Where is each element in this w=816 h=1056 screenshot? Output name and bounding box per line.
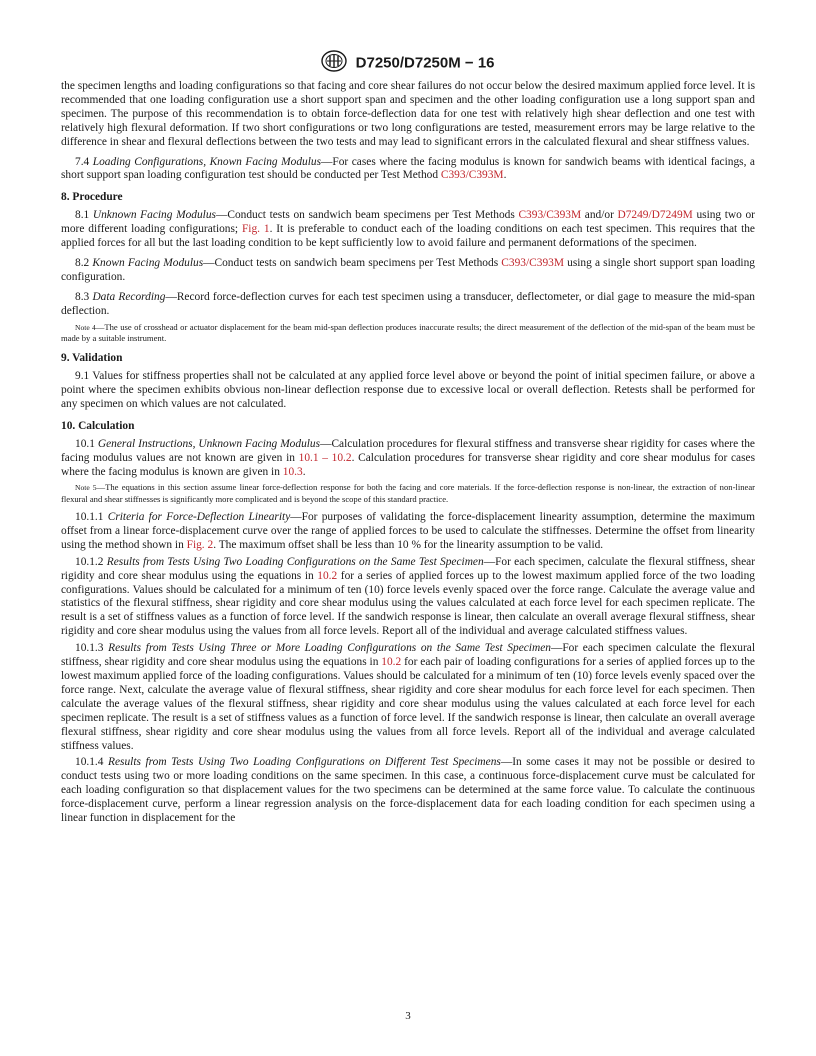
paragraph-8-1: 8.1 Unknown Facing Modulus—Conduct tests on sandwich beam specimens per Test Methods C393/C393M and/or D7249/D7249M using two or more different loading configurations; Fig. 1. It is preferable to conduct each of the loading conditions on each test specimen. This requires that the applied forces for all but the last loading condition to be kept sufficiently low to avoid failure and permanent deformations of the specimen. xyxy=(61,209,755,250)
reference-link[interactable]: 10.1 – 10.2 xyxy=(298,451,352,464)
reference-link[interactable]: 10.2 xyxy=(317,569,338,582)
paragraph-title: Unknown Facing Modulus xyxy=(92,209,216,222)
note-5: Note 5—The equations in this section assume linear force-deflection response for both the facing and core materials. If the force-deflection response is non-linear, the extraction of non-linear flexural and shear stiffnesses is significantly more complicated and is beyond the scope of this standard practice. xyxy=(61,482,755,505)
note-4: Note 4—The use of crosshead or actuator displacement for the beam mid-span deflection produces inaccurate results; the direct measurement of the deflection of the mid-span of the beam must be made by a suitable instrument. xyxy=(61,321,755,344)
document-title: D7250/D7250M − 16 xyxy=(355,54,495,72)
reference-link[interactable]: D7249/D7249M xyxy=(617,209,693,222)
paragraph-10-1-2: 10.1.2 Results from Tests Using Two Loading Configurations on the Same Test Specimen—For each specimen, calculate the flexural stiffness, shear rigidity and core shear modulus using the equations in 10.2 for a series of applied forces up to the lowest maximum applied force of the two loading configurations. Values should be calculated for a minimum of ten (10) force levels evenly spaced over the force range. Calculate the average value and statistics of the flexural stiffness, shear rigidity and core shear modulus using the values calculated at each force level for each specimen replicate. The result is a set of stiffness values as a function of force level. If the sandwich response is linear, then calculate an overall average flexural stiffness, shear rigidity and core shear modulus using the values from all force levels. Report all of the individual and average calculated stiffness values. xyxy=(61,555,755,638)
reference-link[interactable]: C393/C393M xyxy=(501,256,564,269)
paragraph-title: Loading Configurations, Known Facing Modulus xyxy=(92,155,321,168)
section-heading: 10. Calculation xyxy=(61,419,135,432)
figure-link[interactable]: Fig. 1 xyxy=(241,223,270,236)
page-header xyxy=(0,50,816,76)
paragraph-10-1-4: 10.1.4 Results from Tests Using Two Loading Configurations on Different Test Specimens—In some cases it may not be possible or desired to conduct tests using two or more loading conditions on the same specimen. In this case, a continuous force-displacement curve must be calculated for each loading configuration so that displacement values for the two specimens can be determined at the same force value. To calculate the continuous force-displacement curve, perform a linear regression analysis on the force-displacement data for each loading condition for each specimen using a linear function in displacement for the xyxy=(61,756,755,825)
paragraph-10-1-1: 10.1.1 Criteria for Force-Deflection Linearity—For purposes of validating the force-displacement linearity assumption, determine the maximum offset from a linear force-displacement curve over the range of applied forces to be used to calculate the stiffnesses. Determine the offset from linearity using the method shown in Fig. 2. The maximum offset shall be less than 10 % for the linearity assumption to be valid. xyxy=(61,511,755,551)
paragraph-8-2: 8.2 Known Facing Modulus—Conduct tests on sandwich beam specimens per Test Methods C393/C393M using a single short support span loading configuration. xyxy=(61,256,755,283)
paragraph-title: Known Facing Modulus xyxy=(92,256,204,269)
paragraph-7-4: 7.4 Loading Configurations, Known Facing Modulus—For cases where the facing modulus is known for sandwich beams with identical facings, a short support span loading configuration test should be conducted per Test Method C393/C393M. xyxy=(61,155,755,182)
reference-link[interactable]: C393/C393M xyxy=(518,209,582,222)
reference-link[interactable]: 10.2 xyxy=(381,656,402,669)
reference-link[interactable]: 10.3 xyxy=(282,465,303,478)
note-label: Note 4 xyxy=(75,322,96,332)
figure-link[interactable]: Fig. 2 xyxy=(186,538,214,551)
paragraph-title: Results from Tests Using Three or More Loading Configurations on the Same Test Specimen xyxy=(108,642,551,655)
paragraph-title: Results from Tests Using Two Loading Configurations on Different Test Specimens xyxy=(108,756,501,769)
paragraph-9-1: 9.1 Values for stiffness properties shall not be calculated at any applied force level above or beyond the point of initial specimen failure, or above a point where the specimen exhibits obvious non-linear deflection response due to excessive local or overall deflection. Retests shall be performed for any specimen on which values are not calculated. xyxy=(61,370,755,410)
astm-logo-icon xyxy=(321,50,347,76)
paragraph-title: General Instructions, Unknown Facing Modulus xyxy=(97,437,321,450)
section-heading: 9. Validation xyxy=(61,352,123,365)
document-body xyxy=(61,80,755,829)
note-label: Note 5 xyxy=(75,483,97,493)
section-heading: 8. Procedure xyxy=(61,191,123,204)
page-number: 3 xyxy=(405,1010,411,1022)
paragraph-8-3: 8.3 Data Recording—Record force-deflection curves for each test specimen using a transducer, deflectometer, or dial gage to measure the mid-span deflection. xyxy=(61,290,755,317)
paragraph-title: Data Recording xyxy=(92,290,166,303)
paragraph-10-1-3: 10.1.3 Results from Tests Using Three or More Loading Configurations on the Same Test Specimen—For each specimen calculate the flexural stiffness, shear rigidity and core shear modulus using the equations in 10.2 for each pair of loading configurations for a series of applied forces up to the lowest maximum applied force of the loading configurations. Values should be calculated for a minimum of ten (10) force levels evenly spaced over the force range. Next, calculate the average value of flexural stiffness, shear rigidity and core shear modulus for each force level for each specimen. Then calculate the average values of the flexural stiffness, shear rigidity and core shear modulus using the values calculated at each force level for each specimen replicate. The result is a set of stiffness values as a function of force level. If the sandwich response is linear, then calculate an overall average flexural stiffness, shear rigidity and core shear modulus using the values from all force levels. Report all of the individual and average calculated stiffness values. xyxy=(61,642,755,752)
paragraph-title: Criteria for Force-Deflection Linearity xyxy=(107,511,291,524)
section-7-continued: the specimen lengths and loading configurations so that facing and core shear failures do not occur below the desired maximum applied force level. It is recommended that one loading configuration use a short support span and specimen and the other loading configuration use a long support span and specimen. The purpose of this recommendation is to obtain force-deflection data for one test with relatively high shear deflection and one test with relatively high flexural deformation. If two short configurations or two long configurations are tested, measurement errors may be large relative to the difference in shear and flexural deflections between the two tests and may lead to significant errors in the calculated flexural and shear stiffness values. xyxy=(61,80,755,148)
paragraph-title: Results from Tests Using Two Loading Configurations on the Same Test Specimen xyxy=(106,555,484,568)
paragraph-10-1: 10.1 General Instructions, Unknown Facing Modulus—Calculation procedures for flexural stiffness and transverse shear rigidity for cases where the facing modulus values are not known are given in 10.1 – 10.2. Calculation procedures for transverse shear rigidity and core shear modulus for cases where the facing modulus is known are given in 10.3. xyxy=(61,437,755,478)
reference-link[interactable]: C393/C393M xyxy=(440,169,504,182)
